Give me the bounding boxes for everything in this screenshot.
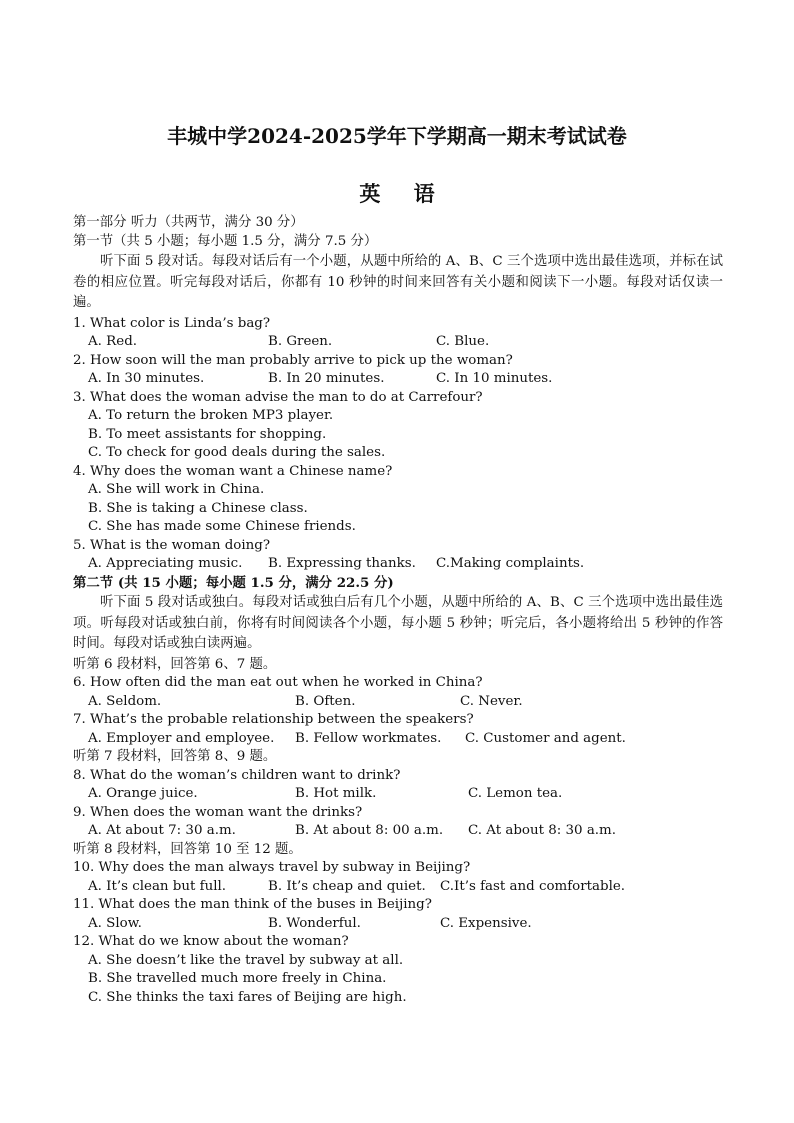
material-7-heading: 听第 7 段材料，回答第 8、9 题。 [73,749,277,764]
option-a: A. Red. [88,334,138,349]
option-c: C.Making complaints. [436,556,585,571]
option-c: C. To check for good deals during the sales. [88,445,386,460]
option-b: B. She travelled much more freely in China. [88,971,387,986]
question-3-stem: 3. What does the woman advise the man to do at Carrefour? [73,389,483,405]
option-c: C. Never. [460,693,523,709]
option-c: C. She thinks the taxi fares of Beijing are high. [88,989,407,1005]
exam-title: 丰城中学2024-2025学年下学期高一期末考试试卷 [167,124,627,148]
option-b: B. At about 8: 00 a.m. [295,823,444,838]
question-7-options [73,730,723,749]
question-10-stem: 10. Why does the man always travel by subway in Beijing? [73,860,471,875]
option-c: C. At about 8: 30 a.m. [468,823,617,838]
material-6-heading: 听第 6 段材料，回答第 6、7 题。 [73,656,277,672]
option-c: C. Expensive. [440,915,532,931]
question-9-stem: 9. When does the woman want the drinks? [73,804,363,820]
option-a: A. She will work in China. [88,482,265,497]
question-12-stem: 12. What do we know about the woman? [73,934,349,949]
option-b: B. Expressing thanks. [268,556,416,571]
question-6-stem: 6. How often did the man eat out when he worked in China? [73,675,483,690]
question-2-options [73,370,723,389]
option-a: A. Orange juice. [88,786,198,801]
option-a: A. Seldom. [88,693,162,709]
question-2-stem: 2. How soon will the man probably arrive to pick up the woman? [73,352,513,368]
exam-content [73,214,723,1007]
option-c: C. Customer and agent. [465,730,626,746]
subject-title: 英 语 [359,181,435,206]
question-12-options [73,952,723,1008]
option-b: B. Green. [268,334,333,349]
question-3-options [73,407,723,463]
option-b: B. Often. [295,693,356,709]
question-11-options [73,915,723,934]
option-a: A. Appreciating music. [88,556,243,571]
option-b: B. In 20 minutes. [268,371,385,386]
option-b: B. Hot milk. [295,786,377,801]
question-1-stem: 1. What color is Linda’s bag? [73,315,271,331]
option-a: A. To return the broken MP3 player. [88,408,334,423]
question-8-stem: 8. What do the woman’s children want to drink? [73,767,401,783]
option-b: B. Wonderful. [268,915,361,931]
section2-heading: 第二节 (共 15 小题；每小题 1.5 分，满分 22.5 分) [73,574,394,591]
question-10-options [73,878,723,897]
option-c: C.It’s fast and comfortable. [440,878,626,894]
option-b: B. Fellow workmates. [295,730,442,746]
question-4-stem: 4. Why does the woman want a Chinese name? [73,463,393,479]
question-5-stem: 5. What is the woman doing? [73,537,271,553]
option-b: B. She is taking a Chinese class. [88,500,308,516]
option-a: A. She doesn’t like the travel by subway at all. [88,952,404,968]
section1-instructions: 听下面 5 段对话。每段对话后有一个小题，从题中所给的 A、B、C 三个选项中选出最佳选项，并标在试卷的相应位置。听完每段对话后，你都有 10 秒钟的时间来回答有关小题和阅读下一小题。每段对话仅读一遍。 [73,254,723,310]
part1-heading: 第一部分 听力（共两节，满分 30 分） [73,215,304,230]
question-8-options [73,785,723,804]
option-b: B. To meet assistants for shopping. [88,426,327,442]
option-c: C. She has made some Chinese friends. [88,519,356,534]
question-6-options [73,693,723,712]
question-4-options [73,481,723,537]
section2-instructions: 听下面 5 段对话或独白。每段对话或独白后有几个小题，从题中所给的 A、B、C 三个选项中选出最佳选项。听每段对话或独白前，你将有时间阅读各个小题，每小题 5 秒钟；听完后，各小题将给出 5 秒钟的作答时间。每段对话或独白读两遍。 [73,595,723,651]
question-7-stem: 7. What’s the probable relationship between the speakers? [73,712,474,727]
option-c: C. In 10 minutes. [436,371,553,386]
option-a: A. It’s clean but full. [88,878,227,894]
option-a: A. Employer and employee. [88,730,275,746]
material-8-heading: 听第 8 段材料，回答第 10 至 12 题。 [73,841,302,857]
question-5-options [73,555,723,574]
option-a: A. In 30 minutes. [88,371,205,386]
section1-heading: 第一节（共 5 小题；每小题 1.5 分，满分 7.5 分） [73,233,378,249]
option-a: A. Slow. [88,915,142,931]
question-1-options [73,333,723,352]
option-c: C. Lemon tea. [468,786,563,801]
question-9-options [73,822,723,841]
option-a: A. At about 7: 30 a.m. [88,823,236,838]
option-b: B. It’s cheap and quiet. [268,878,426,894]
question-11-stem: 11. What does the man think of the buses in Beijing? [73,897,432,912]
option-c: C. Blue. [436,334,490,349]
